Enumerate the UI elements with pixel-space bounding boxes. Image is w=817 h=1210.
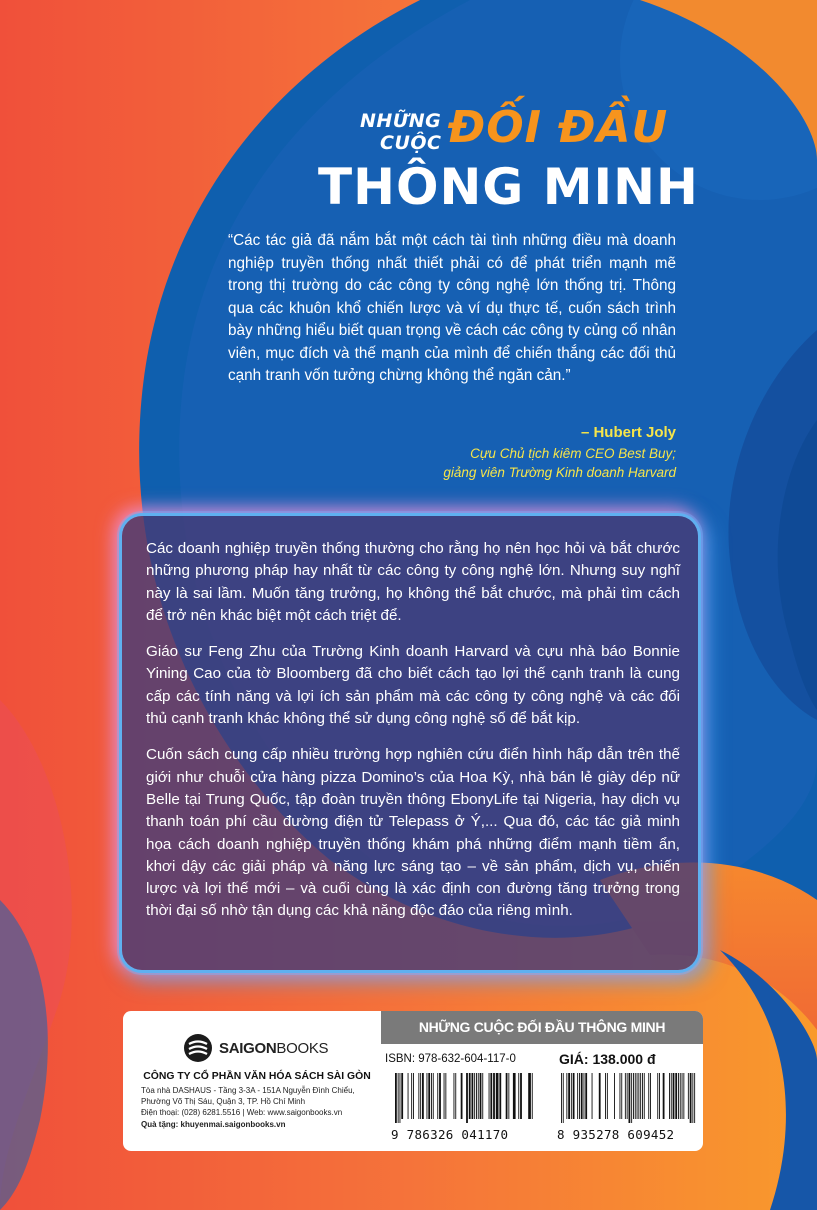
title-main: THÔNG MINH [318, 158, 699, 216]
barcode-bar [437, 1073, 438, 1119]
logo-word-light: BOOKS [276, 1039, 329, 1057]
barcode-bar [444, 1073, 445, 1119]
barcode-bar [663, 1073, 665, 1119]
barcode-bar [433, 1073, 434, 1119]
barcode-bar [631, 1073, 632, 1123]
barcode-bar [513, 1073, 516, 1119]
endorsement-quote: “Các tác giả đã nắm bắt một cách tài tình những điều mà doanh nghiệp truyền thống nhất thiết phải có để phát triển mạnh mẽ trong thị trường do các công ty công nghệ lớn thống trị. Thông qua các khuôn khổ chiến lược và ví dụ thực tế, cuốn sách trình bày những hiểu biết quan trọng về cách các công ty củng cố nhân viên, mục đích và thế mạnh của mình để chiến thắng các đối thủ cạnh tranh vốn tưởng chừng không thể ngăn cản.” [228, 232, 676, 384]
barcode-bar [461, 1073, 463, 1119]
barcode-bar [493, 1073, 495, 1119]
barcode-bar [637, 1073, 638, 1119]
publisher-info [123, 1011, 378, 1151]
barcode-bar [640, 1073, 641, 1119]
logo-word-bold: SAIGON [219, 1039, 277, 1057]
barcode-bar [528, 1073, 531, 1119]
footer-book-title: NHỮNG CUỘC ĐỐI ĐẦU THÔNG MINH [381, 1011, 703, 1044]
publisher-logo [183, 1033, 328, 1063]
publisher-address-2: Phường Võ Thị Sáu, Quận 3, TP. Hồ Chí Minh [141, 1097, 306, 1106]
barcode-bar [571, 1073, 572, 1119]
barcode-bar [673, 1073, 675, 1119]
barcode-bar [627, 1073, 628, 1119]
barcode-bar [400, 1073, 401, 1123]
quote-author-role-2: giảng viên Trường Kinh doanh Harvard [443, 465, 676, 480]
price-barcode-digits: 8 935278 609452 [557, 1127, 675, 1142]
barcode-bar [496, 1073, 499, 1119]
barcode-bar [420, 1073, 421, 1119]
barcode-bar [490, 1073, 492, 1119]
publisher-company-name: CÔNG TY CỔ PHẦN VĂN HÓA SÁCH SÀI GÒN [143, 1071, 371, 1082]
barcode-bar [584, 1073, 585, 1119]
barcode-bar [579, 1073, 580, 1119]
barcode-bar [688, 1073, 689, 1119]
barcode-bar [642, 1073, 643, 1119]
barcode-bar [633, 1073, 634, 1119]
barcode-bar [454, 1073, 455, 1119]
barcode-bar [581, 1073, 583, 1119]
description-paragraph-1: Các doanh nghiệp truyền thống thường cho rằng họ nên học hỏi và bắt chước những phương pháp hay nhất từ các công ty công nghệ lớn. Nhưng suy nghĩ này là sai lầm. Muốn tăng trưởng, họ không thể bắt chước, mà phải tìm cách để trở nên khác biệt một cách triệt để. [146, 540, 680, 624]
barcode-bar [657, 1073, 658, 1119]
quote-author-role-1: Cựu Chủ tịch kiêm CEO Best Buy; [470, 446, 676, 461]
barcode-bar [614, 1073, 615, 1119]
barcode-bar [445, 1073, 446, 1119]
barcode-bar [678, 1073, 679, 1119]
barcode-bar [418, 1073, 419, 1119]
barcode-bar [408, 1073, 409, 1119]
publisher-footer [123, 1011, 703, 1151]
barcode-bar [427, 1073, 428, 1119]
isbn-barcode [391, 1073, 541, 1123]
barcode-bar [469, 1073, 471, 1119]
isbn-label: ISBN: 978-632-604-117-0 [385, 1053, 516, 1065]
barcode-bar [563, 1073, 564, 1123]
barcode-bar [599, 1073, 601, 1119]
barcode-bar [455, 1073, 456, 1119]
saigonbooks-logo-icon [183, 1033, 213, 1063]
barcode-bar [648, 1073, 649, 1119]
title-small-word-2: CUỘC [380, 132, 442, 154]
barcode-bar [585, 1073, 587, 1119]
barcode-bar [472, 1073, 474, 1119]
barcode-bar [620, 1073, 621, 1119]
barcode-bar [499, 1073, 501, 1119]
barcode-bar [692, 1073, 693, 1123]
barcode-bar [422, 1073, 424, 1119]
barcode-bar [411, 1073, 412, 1119]
barcode-bar [621, 1073, 622, 1119]
barcode-bar [508, 1073, 509, 1119]
publisher-address-1: Tòa nhà DASHAUS - Tầng 3-3A - 151A Nguyễn Đình Chiểu, [141, 1086, 355, 1095]
barcode-bar [566, 1073, 567, 1119]
barcode-bar [439, 1073, 441, 1119]
barcode-bar [431, 1073, 432, 1119]
barcode-bar [669, 1073, 670, 1119]
price-label: GIÁ: 138.000 đ [559, 1051, 656, 1067]
barcode-bar [638, 1073, 639, 1119]
isbn-block [385, 1053, 545, 1142]
barcode-bar [675, 1073, 677, 1119]
description-body [146, 538, 680, 937]
isbn-barcode-digits: 9 786326 041170 [391, 1127, 509, 1142]
barcode-bar [395, 1073, 397, 1123]
barcode-bar [476, 1073, 477, 1119]
barcode-bar [577, 1073, 578, 1119]
barcode-bar [413, 1073, 414, 1119]
barcode-bar [592, 1073, 593, 1119]
price-barcode [557, 1073, 707, 1123]
barcode-bar [625, 1073, 626, 1119]
logo-wordmark [219, 1040, 328, 1057]
barcode-bar [690, 1073, 692, 1123]
publisher-gift-link: Quà tặng: khuyenmai.saigonbooks.vn [141, 1120, 286, 1129]
description-panel [122, 516, 698, 970]
barcode-bar [506, 1073, 508, 1119]
description-paragraph-2: Giáo sư Feng Zhu của Trường Kinh doanh Harvard và cựu nhà báo Bonnie Yining Cao của tờ Bloomberg đã cho biết cách tạo lợi thế cạnh tranh là cung cấp các tính năng và lợi ích sản phẩm mà các công ty công nghệ và các đối thủ cạnh tranh khác không thể sử dụng công nghệ số để bắt kịp. [146, 643, 680, 728]
barcode-bar [644, 1073, 645, 1119]
barcode-bar [568, 1073, 570, 1119]
barcode-bar [683, 1073, 684, 1119]
barcode-bar [682, 1073, 683, 1119]
title-highlight: ĐỐI ĐẦU [448, 102, 669, 153]
book-title [300, 100, 700, 220]
barcode-bar [478, 1073, 479, 1119]
quote-author: – Hubert Joly [580, 424, 676, 441]
barcode-bar [561, 1073, 562, 1123]
description-paragraph-3: Cuốn sách cung cấp nhiều trường hợp nghiên cứu điển hình hấp dẫn trên thế giới như chuỗi cửa hàng pizza Domino’s của Hoa Kỳ, nhà bán lẻ giày dép nữ Belle tại Trung Quốc, tập đoàn truyền thông EbonyLife tại Nigeria, hay dịch vụ thanh toán phí cầu đường điện tử Telepass ở Ý,... Qua đó, các tác giả minh họa cách doanh nghiệp truyền thống khám phá những điểm mạnh tiềm ẩn, khơi dậy các giải pháp và năng lực sáng tạo – về sản phẩm, dịch vụ, chiến lược và lợi thế mới – và cuối cùng là xác định con đường tăng trưởng trong thời đại số nhờ tận dụng các khả năng độc đáo của riêng mình. [146, 746, 680, 920]
barcode-bar [635, 1073, 636, 1119]
barcode-bar [480, 1073, 482, 1119]
barcode-bar [605, 1073, 606, 1119]
barcode-bar [520, 1073, 522, 1119]
barcode-bar [482, 1073, 483, 1119]
barcode-bar [629, 1073, 631, 1123]
barcode-bar [474, 1073, 475, 1119]
barcode-bar [428, 1073, 430, 1119]
barcode-bar [518, 1073, 519, 1119]
barcode-bar [607, 1073, 608, 1119]
title-small-word-1: NHỮNG [360, 110, 442, 132]
price-block [551, 1051, 699, 1142]
barcode-bar [650, 1073, 651, 1119]
barcode-bar [659, 1073, 660, 1119]
barcode-bar [680, 1073, 681, 1119]
barcode-bar [573, 1073, 575, 1119]
barcode-bar [401, 1073, 403, 1119]
barcode-bar [694, 1073, 695, 1123]
barcode-bar [466, 1073, 468, 1123]
publisher-contact: Điện thoại: (028) 6281.5516 | Web: www.saigonbooks.vn [141, 1108, 343, 1117]
barcode-bar [489, 1073, 490, 1119]
barcode-bar [398, 1073, 399, 1123]
barcode-bar [671, 1073, 672, 1119]
barcode-bar [532, 1073, 533, 1119]
